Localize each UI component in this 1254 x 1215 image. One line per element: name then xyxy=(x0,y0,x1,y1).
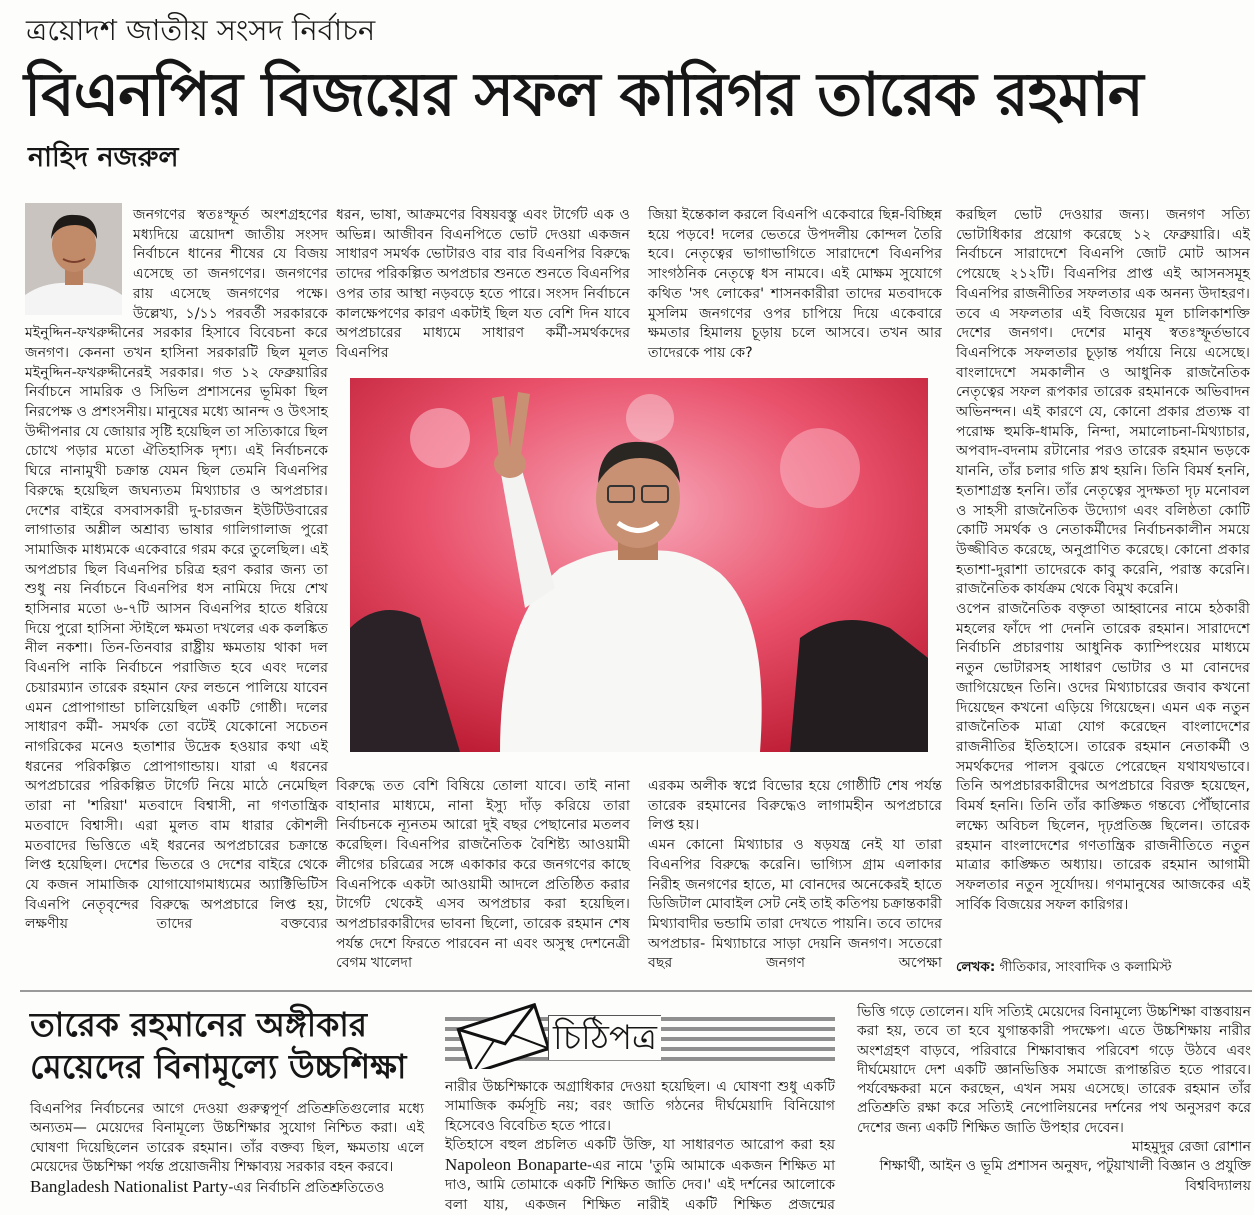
letters-body xyxy=(445,1078,835,1215)
article-byline: নাহিদ নজরুল xyxy=(28,142,179,173)
letter-text: নারীর উচ্চশিক্ষাকে অগ্রাধিকার দেওয়া হয়েছিল। এ ঘোষণা শুধু একটি সামাজিক কর্মসূচি নয়; বরং জাতি গঠনের দীর্ঘমেয়াদি বিনিয়োগ হিসেবেও বিবেচিত হতে পারে। xyxy=(445,1079,835,1134)
party-name: Bangladesh Nationalist Party xyxy=(30,1177,229,1197)
letter-text xyxy=(445,1136,835,1215)
article-headline: বিএনপির বিজয়ের সফল কারিগর তারেক রহমান xyxy=(24,60,1143,130)
writer-credit xyxy=(956,957,1172,977)
letter-signature-affiliation: শিক্ষার্থী, আইন ও ভূমি প্রশাসন অনুষদ, পটুয়াখালী বিজ্ঞান ও প্রযুক্তি বিশ্ববিদ্যালয় xyxy=(879,1158,1251,1194)
promise-text-rest: -এর নির্বাচনি প্রতিশ্রুতিতেও xyxy=(228,1180,385,1197)
writer-description: গীতিকার, সাংবাদিক ও কলামিস্ট xyxy=(999,959,1172,975)
promise-body xyxy=(30,1100,424,1198)
letter-text: ভিত্তি গড়ে তোলেন। যদি সত্যিই মেয়েদের বিনামূল্যে উচ্চশিক্ষা বাস্তবায়ন করা হয়, তবে তা হবে যুগান্তকারী পদক্ষেপ। এতে উচ্চশিক্ষায় নারীর অংশগ্রহণ বাড়বে, পরিবারে শিক্ষাবান্ধব পরিবেশ গড়ে উঠবে এবং দীর্ঘমেয়াদে দেশ একটি জ্ঞানভিত্তিক সমাজে রূপান্তরিত হতে পারবে। পর্যবেক্ষকরা মনে করছেন, এখন সময় এসেছে। তারেক রহমান তাঁর প্রতিশ্রুতি রক্ষা করে সত্যিই নেপোলিয়নের দর্শনের পথ অনুসরণ করে দেশের জন্য একটি শিক্ষিত জাতি উপহার দেবেন। xyxy=(857,1004,1251,1136)
article-column-2-bottom xyxy=(336,777,630,974)
promise-text: বিএনপির নির্বাচনের আগে দেওয়া গুরুত্বপূর্ণ প্রতিশ্রুতিগুলোর মধ্যে অন্যতম— মেয়েদের বিনামূল্যে উচ্চশিক্ষার সুযোগ নিশ্চিত করা। এই ঘোষণা দিয়েছিলেন তারেক রহমান। তাঁর বক্তব্য ছিল, ক্ষমতায় এলে মেয়েদের উচ্চশিক্ষা পর্যন্ত প্রয়োজনীয় শিক্ষাব্যয় সরকার বহন করবে। xyxy=(30,1101,424,1175)
section-divider xyxy=(20,990,1252,992)
article-text: এমন কোনো মিথ্যাচার ও ষড়যন্ত্র নেই যা তারা বিএনপির বিরুদ্ধে করেনি। ভাগ্যিস গ্রাম এলাকার নিরীহ জনগণের হাতে, মা বোনদের অনেকেরই হাতে ডিজিটাল মোবাইল সেট নেই তাই কতিপয় চক্রান্তকারী মিথ্যাবাদীর ভন্ডামি তারা দেখতে পায়নি। তবে তাদের অপপ্রচার- মিথ্যাচারে সাড়া দেয়নি জনগণ। সতেরো বছর জনগণ অপেক্ষা xyxy=(648,837,942,972)
author-photo-spacer xyxy=(25,206,133,324)
article-kicker: ত্রয়োদশ জাতীয় সংসদ নির্বাচন xyxy=(26,13,376,47)
article-column-3-bottom xyxy=(648,777,942,974)
promise-text xyxy=(30,1177,424,1198)
promise-headline-line: তারেক রহমানের অঙ্গীকার xyxy=(30,1005,368,1044)
article-text: ধরন, ভাষা, আক্রমণের বিষয়বস্তু এবং টার্গেট এক ও অভিন্ন। আজীবন বিএনপিতে ভোট দেওয়া একজন সাধারণ সমর্থক ভোটারও বার বার বিএনপির বিরুদ্ধে তাদের পরিকল্পিত অপপ্রচার শুনতে শুনতে বিএনপির ওপর তার আস্থা নড়বড়ে হতে পারে। সংসদ নির্বাচনে কালক্ষেপণের কারণ একটাই ছিল যত বেশি দিন যাবে অপপ্রচারের মাধ্যমে সাধারণ কর্মী-সমর্থকদের বিএনপির xyxy=(336,207,630,361)
article-column-1 xyxy=(25,206,328,935)
napoleon-name: Napoleon Bonaparte xyxy=(445,1155,588,1175)
tarique-rahman-photo xyxy=(350,378,928,752)
article-column-3-top xyxy=(648,206,942,364)
letter-signature-name: মাহমুদুর রেজা রোশান xyxy=(1131,1139,1251,1156)
article-column-2-top xyxy=(336,206,630,364)
writer-label: লেখক: xyxy=(956,959,996,975)
letter-text-part: -এর নামে 'তুমি আমাকে একজন শিক্ষিত মা দাও, আমি তোমাকে একটি শিক্ষিত জাতি দেব।' এই দর্শনের আলোকে বলা যায়, একজন শিক্ষিত নারীই একটি শিক্ষিত প্রজন্মের xyxy=(445,1158,836,1213)
article-text: এরকম অলীক স্বপ্নে বিভোর হয়ে গোষ্ঠীটি শেষ পর্যন্ত তারেক রহমানের বিরুদ্ধেও লাগামহীন অপপ্রচারে লিপ্ত হয়। xyxy=(648,778,942,834)
article-column-4 xyxy=(956,206,1250,915)
article-text: করছিল ভোট দেওয়ার জন্য। জনগণ সত্যি ভোটাধিকার প্রয়োগ করেছে ১২ ফেব্রুয়ারি। এই নির্বাচনে সারাদেশে বিএনপি জোট মোট আসন পেয়েছে ২১২টি। বিএনপির প্রাপ্ত এই আসনসমূহ বিএনপির রাজনীতির সফলতার এক অনন্য উদাহরণ। তবে এ সফলতার এই বিজয়ের মূল চালিকাশক্তি দেশের জনগণ। দেশের মানুষ স্বতঃস্ফূর্তভাবে বিএনপিকে সফলতার চূড়ান্ত পর্যায়ে নিয়ে এসেছে। বাংলাদেশে সমকালীন ও আধুনিক রাজনৈতিক নেতৃত্বের সফল রূপকার তারেক রহমানকে অভিবাদন অভিনন্দন। এই কারণে যে, কোনো প্রকার প্রত্যক্ষ বা পরোক্ষ হুমকি-ধামকি, নিন্দা, সমালোচনা-মিথ্যাচার, অপবাদ-বদনাম রটানোর পরও তারেক রহমান ভড়কে যাননি, তাঁর চলার গতি শ্লথ হয়নি। তিনি বিমর্ষ হননি, হতাশাগ্রস্ত হননি। তাঁর নেতৃত্বের সুদক্ষতা দৃঢ় মনোবল ও সাহসী রাজনৈতিক উদ্যোগ এবং বলিষ্ঠতা কোটি কোটি সমর্থক ও নেতাকর্মীদের নির্বাচনকালীন সময়ে উজ্জীবিত করেছে, অনুপ্রাণিত করেছে। কোনো প্রকার হতাশা-দুরাশা তাদেরকে কাবু করেনি, পরাস্ত করেনি। রাজনৈতিক কার্যক্রম থেকে বিমুখ করেনি। xyxy=(956,207,1250,598)
article-text: জনগণের স্বতঃস্ফূর্ত অংশগ্রহণের মধ্যদিয়ে ত্রয়োদশ জাতীয় সংসদ নির্বাচনে ধানের শীষের যে বিজয় এসেছে তা জনগণের। জনগণের রায় এসেছে জনগণের পক্ষে। উল্লেখ্য, ১/১১ পরবর্তী সরকারকে মইনুদ্দিন-ফখরুদ্দীনের সরকার হিসাবে বিবেচনা করে জনগণ। কেননা তখন হাসিনা সরকারটি ছিল মূলত মইনুদ্দিন-ফখরুদ্দীনেরই সরকার। গত ১২ ফেব্রুয়ারির নির্বাচনে সামরিক ও সিভিল প্রশাসনের ভূমিকা ছিল নিরপেক্ষ ও প্রশংসনীয়। মানুষের মধ্যে আনন্দ ও উৎসাহ উদ্দীপনার যে জোয়ার সৃষ্টি হয়েছিল তা সত্যিকারে ছিল চোখে পড়ার মতো ঐতিহাসিক দৃশ্য। এই নির্বাচনকে ঘিরে নানামুখী চক্রান্ত যেমন ছিল তেমনি বিএনপির বিরুদ্ধে হয়েছিল জঘন্যতম মিথ্যাচার ও অপপ্রচার। দেশের বাইরে বসবাসকারী দু-চারজন ইউটিউবারের লাগাতার অশ্লীল অশ্রাব্য ভাষার গালিগালাজ পুরো সামাজিক মাধ্যমকে একেবারে গরম করে তুলেছিল। এই অপপ্রচার ছিল বিএনপির চরিত্র হরণ করার জন্য তা শুধু নয় নির্বাচনে বিএনপির ধস নামিয়ে দিয়ে শেখ হাসিনার মতো ৬-৭টি আসন বিএনপির হাতে ধরিয়ে দিয়ে পুরো হাসিনা স্টাইলে ক্ষমতা দখলের এক কলঙ্কিত নীল নকশা। তিন-তিনবার রাষ্ট্রীয় ক্ষমতায় থাকা দল বিএনপি নাকি নির্বাচনে পরাজিত হবে এবং দলের চেয়ারম্যান তারেক রহমান ফের লন্ডনে পালিয়ে যাবেন এমন প্রোপাগান্ডা চালিয়েছিল একটি গোষ্ঠী। দলের সাধারণ কর্মী- সমর্থক তো বটেই যেকোনো সচেতন নাগরিকের মনেও হতাশার উদ্রেক হওয়ার কথা এই ধরনের পরিকল্পিত প্রোপাগান্ডায়। যারা এ ধরনের অপপ্রচারের পরিকল্পিত টার্গেট নিয়ে মাঠে নেমেছিল তারা না 'শরিয়া' মতবাদে বিশ্বাসী, না গণতান্ত্রিক মতবাদে বিশ্বাসী। এরা মুলত বাম ধারার কৌশলী মতবাদের ভিত্তিতে এই ধরনের অপপ্রচারের চক্রান্তে লিপ্ত হয়েছিল। দেশের ভিতরে ও দেশের বাইরে থেকে যে কজন সামাজিক যোগাযোগমাধ্যমের অ্যাক্টিভিটিস বিএনপি নেতৃবৃন্দের বিরুদ্ধে অপপ্রচারে লিপ্ত হয়, লক্ষণীয় তাদের বক্তব্যের xyxy=(25,207,328,933)
article-text: ওপেন রাজনৈতিক বক্তৃতা আহ্বানের নামে হঠকারী মহলের ফাঁদে পা দেননি তারেক রহমান। সারাদেশে নির্বাচনি প্রচারণায় আধুনিক ক্যাম্পিংয়ের মাধ্যমে নতুন ভোটারসহ সাধারণ ভোটার ও মা বোনদের জাগিয়েছেন তিনি। ওদের মিথ্যাচারের জবাব কখনো দিয়েছেন কখনো এড়িয়ে গিয়েছেন। এমন এক নতুন রাজনৈতিক মাত্রা যোগ করেছেন বাংলাদেশের রাজনীতির ইতিহাসে। তারেক রহমান নেতাকর্মী ও সমর্থকদের পালস বুঝতে পেরেছেন যথাযথভাবে। তিনি অপপ্রচারকারীদের অপপ্রচারে বিরক্ত হয়েছেন, বিমর্ষ হননি। তিনি তাঁর কাঙ্ক্ষিত গন্তব্যে পৌঁছানোর লক্ষ্যে অবিচল ছিলেন, দৃঢ়প্রতিজ্ঞ ছিলেন। তারেক রহমান বাংলাদেশের গণতান্ত্রিক রাজনীতিতে নতুন মাত্রার কাঙ্ক্ষিত অধ্যায়। তারেক রহমান আগামী সফলতার নতুন সূর্যোদয়। গণমানুষের আজকের এই সার্বিক বিজয়ের সফল কারিগর। xyxy=(956,601,1250,913)
letter-text-part: ইতিহাসে বহুল প্রচলিত একটি উক্তি, যা সাধারণত আরোপ করা হয় xyxy=(445,1136,835,1153)
letters-title: চিঠিপত্র xyxy=(548,1015,661,1060)
promise-headline xyxy=(30,1004,406,1088)
letters-banner xyxy=(445,1003,835,1069)
article-text: জিয়া ইন্তেকাল করলে বিএনপি একেবারে ছিন্ন-বিচ্ছিন্ন হয়ে পড়বে! দলের ভেতরে উপদলীয় কোন্দল তৈরি হবে। নেতৃত্বের ভাগাভাগিতে সারাদেশে বিএনপির সাংগঠনিক নেতৃত্বে ধস নামবে। এই মোক্ষম সুযোগে কথিত 'সৎ লোকের' শাসনকারীরা তাদের মতবাদকে মুসলিম জনগণের ওপর চাপিয়ে দিয়ে একেবারে ক্ষমতার হিমালয় চূড়ায় চলে আসবে। তখন আর তাদেরকে পায় কে? xyxy=(648,207,942,361)
promise-headline-line: মেয়েদের বিনামূল্যে উচ্চশিক্ষা xyxy=(30,1047,407,1086)
letters-body-continued xyxy=(857,1003,1251,1196)
article-text: বিরুদ্ধে তত বেশি বিষিয়ে তোলা যাবে। তাই নানা বাহানার মাধ্যমে, নানা ইস্যু দাঁড় করিয়ে তারা নির্বাচনকে ন্যূনতম আরো দুই বছর পেছানোর মতলব করেছিল। বিএনপির রাজনৈতিক বৈশিষ্ট্য আওয়ামী লীগের চরিত্রের সঙ্গে একাকার করে জনগণের কাছে বিএনপিকে একটা আওয়ামী আদলে প্রতিষ্ঠিত করার টার্গেট থেকেই এসব অপপ্রচার করা হয়েছিল। অপপ্রচারকারীদের ভাবনা ছিলো, তারেক রহমান শেষ পর্যন্ত দেশে ফিরতে পারবেন না এবং অসুস্থ দেশনেত্রী বেগম খালেদা xyxy=(336,778,630,972)
